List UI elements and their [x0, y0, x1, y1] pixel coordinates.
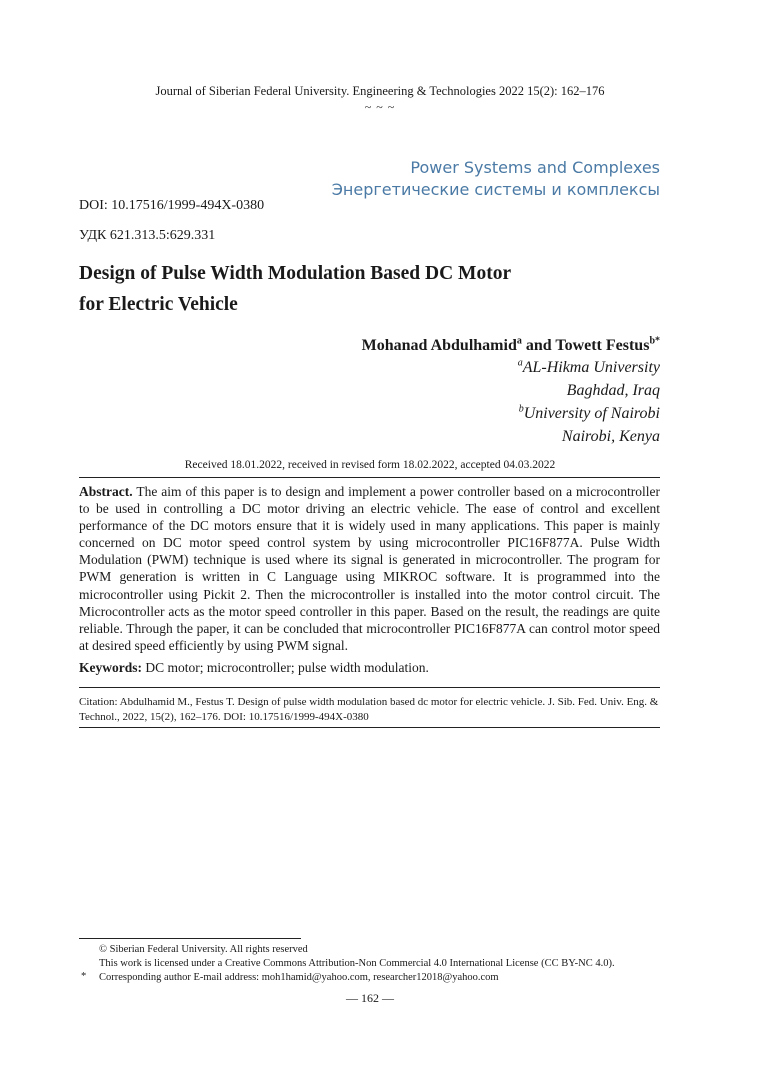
- affiliation-location: Nairobi, Kenya: [561, 428, 660, 445]
- footnote-divider: [79, 938, 301, 939]
- author-name: Towett Festus: [555, 337, 650, 354]
- author-superscript: a: [516, 335, 522, 347]
- divider: [79, 477, 660, 478]
- keywords-text: DC motor; microcontroller; pulse width modulation.: [145, 660, 429, 675]
- affiliation-institution: [519, 405, 660, 423]
- received-dates: Received 18.01.2022, received in revised form 18.02.2022, accepted 04.03.2022: [184, 459, 556, 471]
- footnote-asterisk: *: [81, 971, 87, 982]
- author-name: Mohanad Abdulhamid: [361, 337, 517, 354]
- paper-title-line-2: for Electric Vehicle: [79, 294, 238, 315]
- corresponding-author-note: Corresponding author E-mail address: moh1hamid@yahoo.com, researcher12018@yahoo.com: [99, 972, 499, 983]
- abstract: [79, 483, 660, 654]
- affiliation-institution: [518, 359, 660, 377]
- section-title-russian: Энергетические системы и комплексы: [331, 180, 660, 199]
- divider: [79, 727, 660, 728]
- citation: Citation: Abdulhamid M., Festus T. Design of pulse width modulation based dc motor for electric vehicle. J. Sib. Fed. Univ. Eng. & Technol., 2022, 15(2), 162–176. DOI: 10.17516/1999-494X-0380: [79, 696, 659, 723]
- paper-title-line-1: Design of Pulse Width Modulation Based DC Motor: [79, 263, 512, 284]
- copyright-note: © Siberian Federal University. All rights reserved: [99, 944, 308, 955]
- abstract-label: Abstract.: [79, 484, 133, 499]
- affiliation-text: AL-Hikma University: [522, 359, 660, 376]
- abstract-text: The aim of this paper is to design and implement a power controller based on a microcontroller to be used in controlling a DC motor driving an electric vehicle. The ease of control and excellent performance of the DC motors ensure that it is widely used in many applications. This paper is mainly concerned on DC motor speed control system by using microcontroller PIC16F877A. Pulse Width Modulation (PWM) technique is used where its signal is generated in microcontroller. The program for PWM generation is written in C Language using MIKROC software. It is programmed into the microcontroller using Pickit 2. Then the microcontroller is installed into the motor control circuit. The Microcontroller acts as the motor speed controller in this paper. Based on the result, the readings are quite reliable. Through the paper, it can be concluded that microcontroller PIC16F877A can control motor speed at desired speed efficiently by using PWM signal.: [79, 484, 660, 653]
- affiliation-text: University of Nairobi: [523, 405, 660, 422]
- keywords-label: Keywords:: [79, 660, 142, 675]
- header-ornament: ~ ~ ~: [364, 100, 396, 114]
- author-joiner: and: [521, 337, 556, 354]
- udk-code: УДК 621.313.5:629.331: [79, 228, 216, 243]
- divider: [79, 687, 660, 688]
- author-superscript: b*: [649, 335, 660, 347]
- section-title-english: Power Systems and Complexes: [410, 158, 660, 177]
- affiliation-superscript: a: [517, 357, 523, 369]
- doi[interactable]: DOI: 10.17516/1999-494X-0380: [79, 198, 265, 213]
- page-number: — 162 —: [346, 991, 394, 1005]
- license-note: This work is licensed under a Creative Commons Attribution-Non Commercial 4.0 International License (CC BY-NC 4.0).: [99, 958, 615, 969]
- journal-header: Journal of Siberian Federal University. Engineering & Technologies 2022 15(2): 162–176: [155, 84, 605, 98]
- affiliation-superscript: b: [518, 403, 524, 415]
- author-list: [362, 337, 660, 355]
- keywords: [79, 660, 660, 676]
- affiliation-location: Baghdad, Iraq: [566, 382, 660, 399]
